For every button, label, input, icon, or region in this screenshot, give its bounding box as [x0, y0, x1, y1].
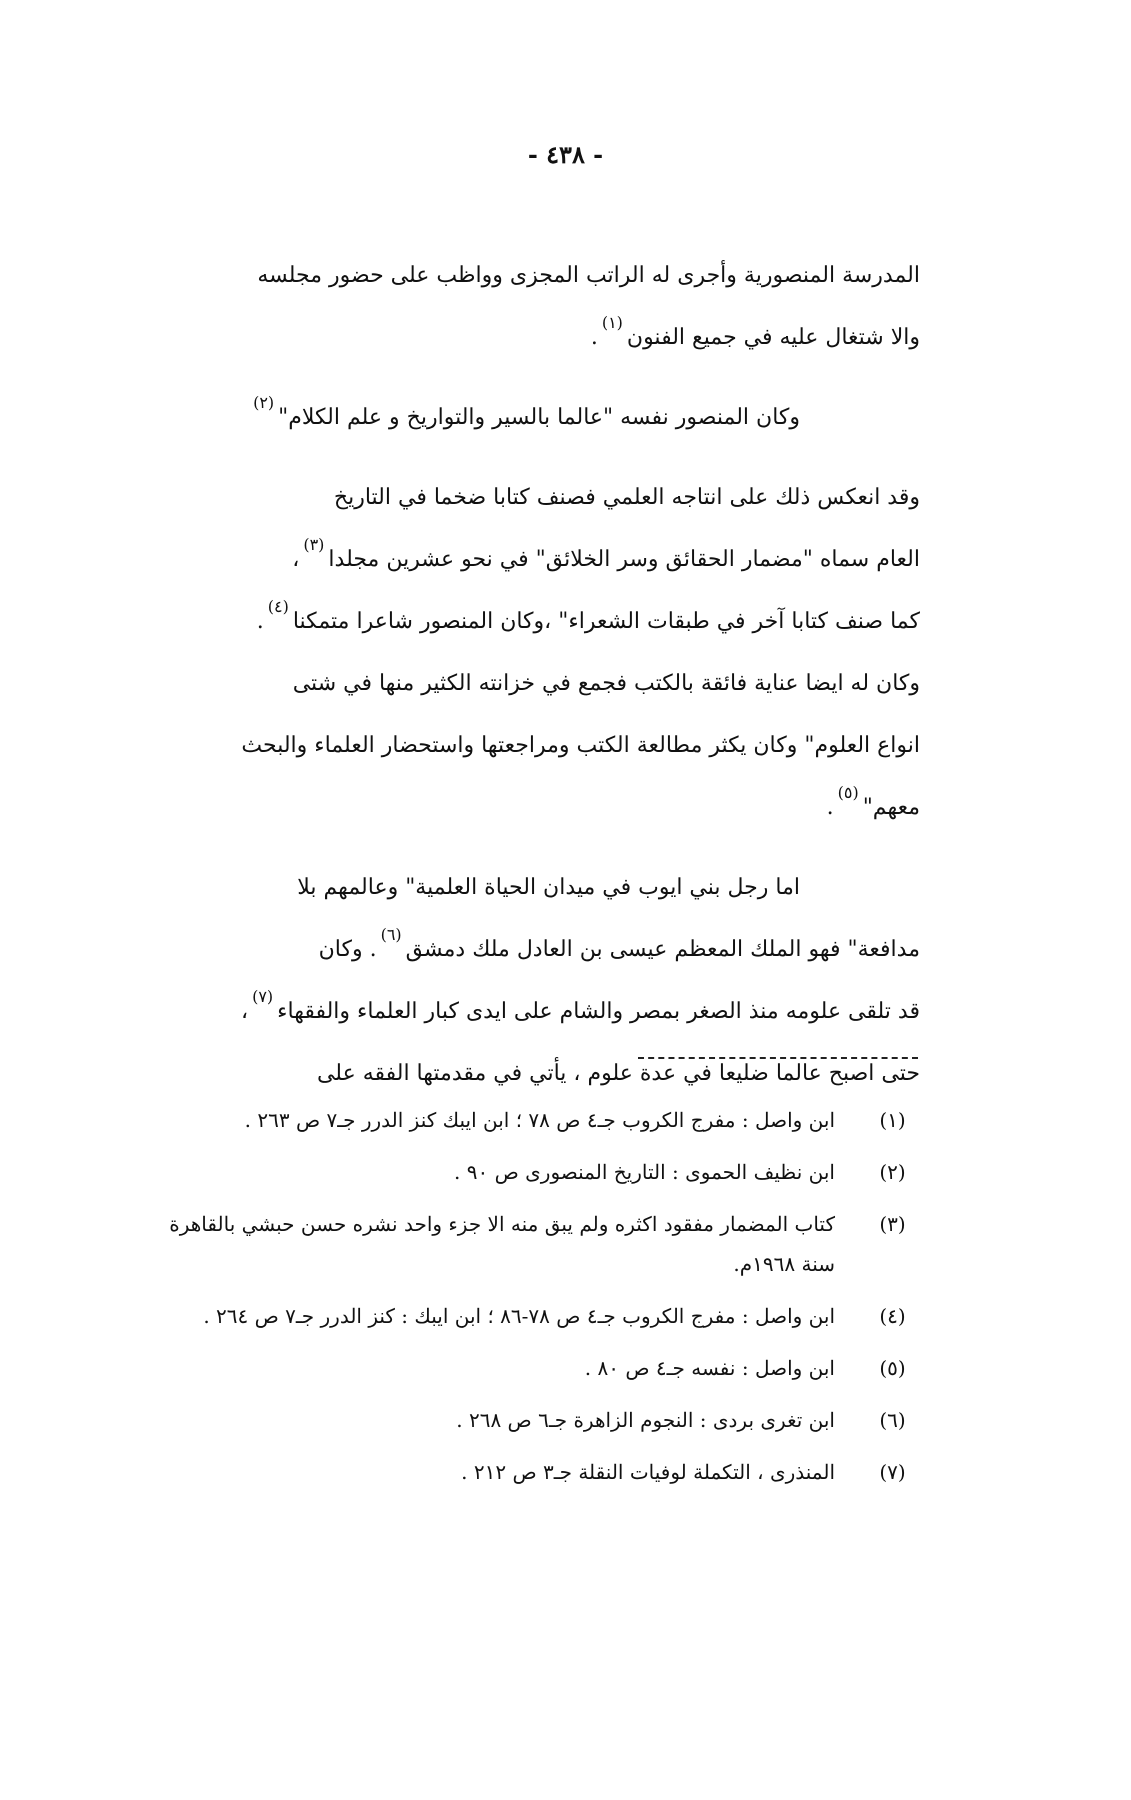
footnote	[140, 1296, 930, 1336]
footnote-reference: (٣)	[303, 535, 325, 554]
text-line: وكان له ايضا عناية فائقة بالكتب فجمع في خزانته الكثير منها في شتى	[292, 671, 920, 696]
footnote-number: (٧)	[879, 1460, 906, 1484]
footnote-reference: (٧)	[252, 987, 274, 1006]
footnote	[140, 1348, 930, 1388]
footnote-number: (٤)	[879, 1304, 906, 1328]
footnote-text: ابن واصل : نفسه جـ٤ ص ٨٠ .	[584, 1356, 835, 1380]
footnote	[140, 1204, 930, 1284]
footnote-separator	[638, 1057, 918, 1059]
footnote-text: المنذرى ، التكملة لوفيات النقلة جـ٣ ص ٢١٢ .	[461, 1460, 835, 1484]
text-line: العام سماه "مضمار الحقائق وسر الخلائق" في نحو عشرين مجلدا$^{(٣)}$،	[292, 535, 920, 572]
text-line: وقد انعكس ذلك على انتاجه العلمي فصنف كتابا ضخما في التاريخ	[333, 485, 920, 510]
text-line: والا شتغال عليه في جميع الفنون$^{(١)}$.	[590, 313, 920, 350]
footnote-number: (٢)	[879, 1160, 906, 1184]
text-line: وكان المنصور نفسه "عالما بالسير والتواريخ و علم الكلام"$^{(٢)}$	[140, 387, 920, 449]
footnote	[140, 1152, 930, 1192]
text-line: المدرسة المنصورية وأجرى له الراتب المجزى وواظب على حضور مجلسه	[257, 263, 920, 288]
footnote-reference: (٦)	[380, 925, 402, 944]
text-line: مدافعة" فهو الملك المعظم عيسى بن العادل ملك دمشق$^{(٦)}$. وكان	[318, 925, 920, 962]
footnote-reference: (٢)	[253, 393, 275, 412]
page-number: - ٤٣٨ -	[527, 140, 604, 169]
footnote-text: ابن واصل : مفرج الكروب جـ٤ ص ٧٨ ؛ ابن ايبك كنز الدرر جـ٧ ص ٢٦٣ .	[244, 1108, 835, 1132]
footnote-number: (٣)	[879, 1212, 906, 1236]
footnote-reference: (١)	[601, 313, 623, 332]
text-line: اما رجل بني ايوب في ميدان الحياة العلمية" وعالمهم بلا	[297, 875, 800, 900]
text-line: انواع العلوم" وكان يكثر مطالعة الكتب ومراجعتها واستحضار العلماء والبحث	[241, 733, 920, 758]
footnote-text: ابن نظيف الحموى : التاريخ المنصورى ص ٩٠ .	[454, 1160, 835, 1184]
footnote-text: ابن واصل : مفرج الكروب جـ٤ ص ٧٨-٨٦ ؛ ابن ايبك : كنز الدرر جـ٧ ص ٢٦٤ .	[203, 1304, 835, 1328]
footnote	[140, 1452, 930, 1492]
footnote-text: كتاب المضمار مفقود اكثره ولم يبق منه الا جزء واحد نشره حسن حبشي بالقاهرة سنة ١٩٦٨م.	[169, 1212, 835, 1276]
text-line: حتى اصبح عالما ضليعا في عدة علوم ، يأتي في مقدمتها الفقه على	[316, 1061, 920, 1086]
text-line: قد تلقى علومه منذ الصغر بمصر والشام على ايدى كبار العلماء والفقهاء$^{(٧)}$،	[240, 987, 920, 1024]
footnotes	[140, 1100, 930, 1504]
main-text	[140, 245, 920, 1105]
footnote-reference: (٤)	[267, 597, 289, 616]
footnote-reference: (٥)	[837, 783, 859, 802]
footnote-number: (٦)	[879, 1408, 906, 1432]
footnote	[140, 1100, 930, 1140]
text-line: معهم"$^{(٥)}$.	[826, 783, 920, 820]
footnote-number: (٥)	[879, 1356, 906, 1380]
footnote	[140, 1400, 930, 1440]
footnote-number: (١)	[879, 1108, 906, 1132]
footnote-text: ابن تغرى بردى : النجوم الزاهرة جـ٦ ص ٢٦٨ .	[456, 1408, 835, 1432]
text-line: كما صنف كتابا آخر في طبقات الشعراء" ،وكان المنصور شاعرا متمكنا$^{(٤)}$.	[256, 597, 920, 634]
